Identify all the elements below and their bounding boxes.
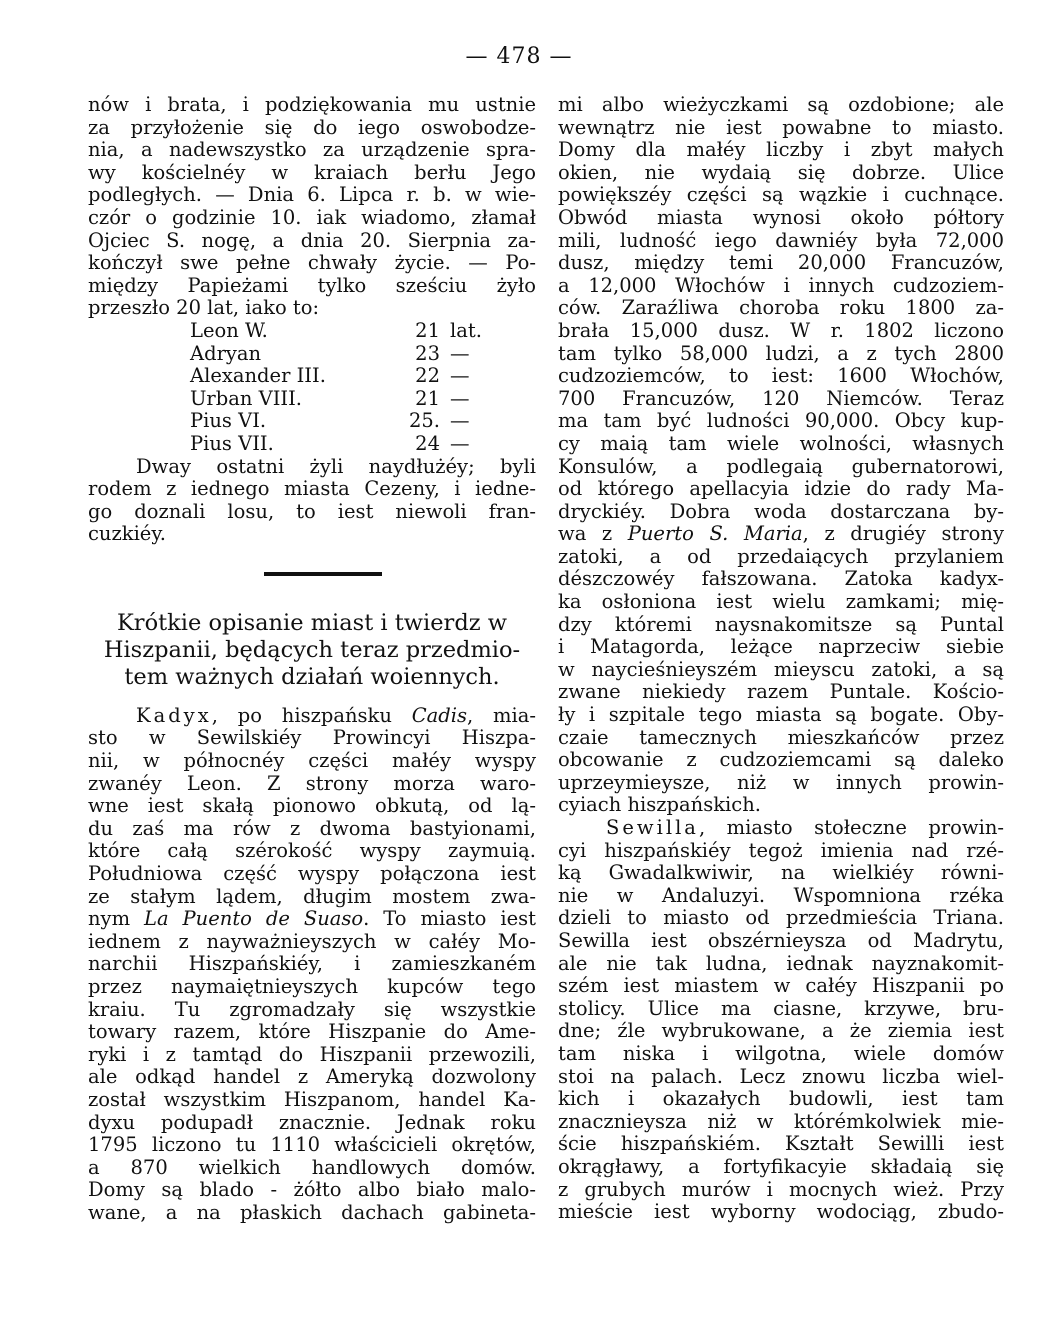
sewilla-paragraph [558, 817, 1004, 1224]
text-line: mili, ludność iego dawniéy była 72,000 [558, 228, 1004, 252]
text-line: a 12,000 Włochów i innych cudzoziem- [558, 273, 1004, 297]
text-line [88, 908, 536, 931]
text-line: powiększéy części są wązkie i cuchnące. [558, 183, 1004, 207]
text-fragment: wa z [558, 522, 628, 546]
text-line: 700 Francuzów, 120 Niemców. Teraz [558, 386, 1004, 410]
table-row [88, 388, 536, 411]
text-line: podległych. — Dnia 6. Lipca r. b. w wie- [88, 183, 536, 207]
pope-years: 23 [415, 341, 440, 365]
pope-name: Adryan [190, 341, 262, 365]
heading-line: tem ważnych działań woiennych. [124, 663, 500, 690]
text-line: wy kościelnéy w kraiach berłu Jego [88, 160, 536, 184]
text-line: obcowanie z cudzoziemcami są daleko [558, 748, 1004, 772]
text-line: przez naymaiętnieyszych kupców tego [88, 975, 536, 998]
text-line: wane, a na płaskich dachach gabineta- [88, 1200, 536, 1224]
kadyx-continuation [558, 94, 1004, 817]
text-line: zwanéy Leon. Z strony morza waro- [88, 771, 536, 795]
text-line: ście hiszpańskiém. Kształt Sewilli iest [558, 1132, 1004, 1156]
popes-table [88, 320, 536, 456]
pope-years: 21 [415, 318, 440, 342]
text-line: dne; źle wybrukowane, a że ziemia iest [558, 1019, 1004, 1043]
text-line: szém iest miastem w całéy Hiszpanii po [558, 974, 1004, 998]
pope-name: Urban VIII. [190, 386, 303, 410]
text-line: ze stałym lądem, długim mostem zwa- [88, 884, 536, 908]
text-fragment: , miasto stołeczne prowin- [698, 816, 1004, 839]
pope-name: Pius VI. [190, 409, 267, 433]
text-line: dusz, między temi 20,000 Francuzów, [558, 251, 1004, 275]
text-fragment: nym [88, 907, 145, 931]
text-line: został wszystkim Hiszpanom, handel Ka- [88, 1087, 536, 1111]
foreign-name: Puerto S. Maria [627, 522, 803, 546]
pope-unit: — [450, 364, 470, 388]
text-line: 1795 liczono tu 1110 właścicieli okrętów, [88, 1133, 536, 1157]
text-line: brała 15,000 dusz. W r. 1802 liczono [558, 318, 1004, 342]
pope-unit: — [450, 386, 470, 410]
text-line: Konsulów, a podlegaią gubernatorowi, [558, 454, 1004, 478]
text-line: i Matagorda, leżące naprzeciw siebie [558, 635, 1004, 659]
text-fragment: , mia- [467, 703, 536, 727]
text-line: dyxu podupadł znacznie. Jednak roku [88, 1110, 536, 1134]
text-line: narchii Hiszpańskiéy, i zamieszkaném [88, 952, 536, 976]
text-line: cudzoziemców, to iest: 1600 Włochów, [558, 364, 1004, 388]
text-line: dryckiéy. Dobra woda dostarczana by- [558, 499, 1004, 523]
right-column [558, 94, 1004, 1224]
pope-unit: — [450, 409, 470, 433]
text-line: okrągławy, a fortyfikacyie składaią się [558, 1154, 1004, 1178]
text-line: dészczowéy fałszowana. Zatoka kadyx- [558, 567, 1004, 591]
foreign-name: Cadis [411, 703, 468, 727]
text-line: kraiu. Tu zgromadzały się wszystkie [88, 997, 536, 1021]
text-line: okien, nie wydaią się dobrze. Ulice [558, 160, 1004, 184]
page-number: — 478 — [465, 44, 573, 69]
text-line: du zaś ma rów z dwoma bastyionami, [88, 816, 536, 840]
text-line: kich i okazałych budowli, iest tam [558, 1087, 1004, 1111]
text-line: ka osłoniona iest wielu zamkami; mię- [558, 590, 1004, 614]
text-line: od którego apellacyia idzie do rady Ma- [558, 477, 1004, 501]
text-line: wewnątrz nie iest powabne to miasto. [558, 115, 1004, 139]
pope-years: 22 [415, 364, 440, 388]
text-line: ką Gwadalkwiwir, na wielkiéy równi- [558, 861, 1004, 885]
text-line [88, 705, 536, 728]
table-row [88, 433, 536, 456]
continuation-paragraph [88, 94, 536, 320]
text-line: czór o godzinie 10. iak wiadomo, złamał [88, 205, 536, 229]
text-line: przeszło 20 lat, iako to: [88, 296, 320, 320]
text-line: iednem z nayważnieyszych w całéy Mo- [88, 929, 536, 953]
text-line: rodem z iednego miasta Cezeny, i iedne- [88, 477, 536, 501]
pope-name: Leon W. [190, 318, 268, 342]
pope-unit: — [450, 431, 470, 455]
text-line [558, 523, 1004, 546]
pope-unit: — [450, 341, 470, 365]
text-fragment: . To miasto iest [363, 907, 536, 931]
text-line: Domy są blado - żółto albo biało malo- [88, 1178, 536, 1202]
text-line: cy maią tam wiele wolności, własnych [558, 431, 1004, 455]
section-heading [88, 610, 536, 691]
pope-years: 21 [415, 386, 440, 410]
text-line: znacznieysza niż w którémkolwiek mie- [558, 1109, 1004, 1133]
table-row [88, 365, 536, 388]
pope-years: 25. [408, 409, 440, 433]
text-line: mi albo wieżyczkami są ozdobione; ale [558, 93, 1004, 116]
text-line: Dway ostatni żyli naydłużéy; byli [136, 454, 536, 478]
place-name: Sewilla [606, 816, 699, 839]
foreign-name: La Puento de Suaso [144, 907, 364, 931]
kadyx-paragraph [88, 705, 536, 1225]
text-line: stolicy. Ulice ma ciasne, krzywe, bru- [558, 996, 1004, 1020]
text-line: cyi hiszpańskiéy tegoż imienia nad rzé- [558, 838, 1004, 862]
text-line: ale nie tak ludna, iednak nayznakomit- [558, 951, 1004, 975]
text-fragment: , po hiszpańsku [211, 703, 412, 727]
text-line: z grubych murów i mocnych wież. Przy [558, 1177, 1004, 1201]
text-line: Południowa część wyspy połączona iest [88, 862, 536, 886]
text-line: go doznali losu, to iest niewoli fran- [88, 499, 536, 523]
text-line: dzieli to miasto od przedmieścia Triana. [558, 906, 1004, 930]
text-line: ców. Zaraźliwa choroba roku 1800 za- [558, 296, 1004, 320]
text-line: a 870 wielkich handlowych domów. [88, 1155, 536, 1179]
text-line: ma tam być ludności 90,000. Obcy kup- [558, 409, 1004, 433]
text-line: cuzkiéy. [88, 522, 166, 546]
place-name: Kadyx [136, 703, 212, 727]
table-row [88, 343, 536, 366]
text-line: stoi na palach. Lecz znowu liczba wiel- [558, 1064, 1004, 1088]
text-fragment: , z drugiéy strony [802, 522, 1004, 546]
text-line: ły i szpitale tego miasta są bogate. Oby- [558, 703, 1004, 727]
text-line: czaie tamecznych mieszkańców przez [558, 725, 1004, 749]
text-line: uprzeymieysze, niż w innych prowin- [558, 770, 1004, 794]
table-row [88, 410, 536, 433]
text-line: które całą szérokość wyspy zaymuią. [88, 839, 536, 863]
pope-name: Alexander III. [190, 364, 326, 388]
text-line: ryki i z tamtąd do Hiszpanii przewozili, [88, 1042, 536, 1066]
text-line: dzy któremi naysnakomitsze są Puntal [558, 612, 1004, 636]
text-line: tam niska i wilgotna, wiele domów [558, 1041, 1004, 1065]
text-line: nia, a nadewszystko za urządzenie spra- [88, 138, 536, 162]
text-line: nów i brata, i podziękowania mu ustnie [88, 93, 536, 116]
closing-paragraph [88, 456, 536, 546]
text-line: w naycieśnieyszém mieyscu zatoki, a są [558, 657, 1004, 681]
text-line: cyiach hiszpańskich. [558, 793, 761, 817]
pope-name: Pius VII. [190, 431, 274, 455]
text-line: Sewilla iest obszérnieysza od Madrytu, [558, 928, 1004, 952]
heading-line: Krótkie opisanie miast i twierdz w [117, 609, 507, 636]
text-line [558, 817, 1004, 840]
text-line: tam tylko 58,000 ludzi, a z tych 2800 [558, 341, 1004, 365]
left-column [88, 94, 536, 1225]
text-line: za przyłożenie się do iego oswobodze- [88, 115, 536, 139]
text-line: nii, w północnéy części małéy wyspy [88, 749, 536, 773]
text-line: sto w Sewilskiéy Prowincyi Hiszpa- [88, 726, 536, 750]
pope-years: 24 [415, 431, 440, 455]
text-line: zatoki, a od przedaiących przylaniem [558, 544, 1004, 568]
heading-line: Hiszpanii, będących teraz przedmio- [103, 636, 521, 663]
text-line: zwane niekiedy razem Puntale. Kościo- [558, 680, 1004, 704]
text-line: mieście iest wyborny wodociąg, zbudo- [558, 1200, 1004, 1224]
text-line: towary razem, które Hiszpanie do Ame- [88, 1020, 536, 1044]
text-line: wne iest skałą pionowo obkutą, od lą- [88, 794, 536, 818]
text-line: Ojciec S. nogę, a dnia 20. Sierpnia za- [88, 228, 536, 252]
pope-unit: lat. [450, 318, 482, 342]
text-line: kończył swe pełne chwały życie. — Po- [88, 251, 536, 275]
text-line: nie w Andaluzyi. Wspomniona rzéka [558, 883, 1004, 907]
text-line: między Papieżami tylko sześciu żyło [88, 273, 536, 297]
text-line: Obwód miasta wynosi około półtory [558, 205, 1004, 229]
section-divider [264, 572, 382, 576]
text-line: ale odkąd handel z Ameryką dozwolony [88, 1065, 536, 1089]
text-line: Domy dla małéy liczby i zbyt małych [558, 138, 1004, 162]
table-row [88, 320, 536, 343]
